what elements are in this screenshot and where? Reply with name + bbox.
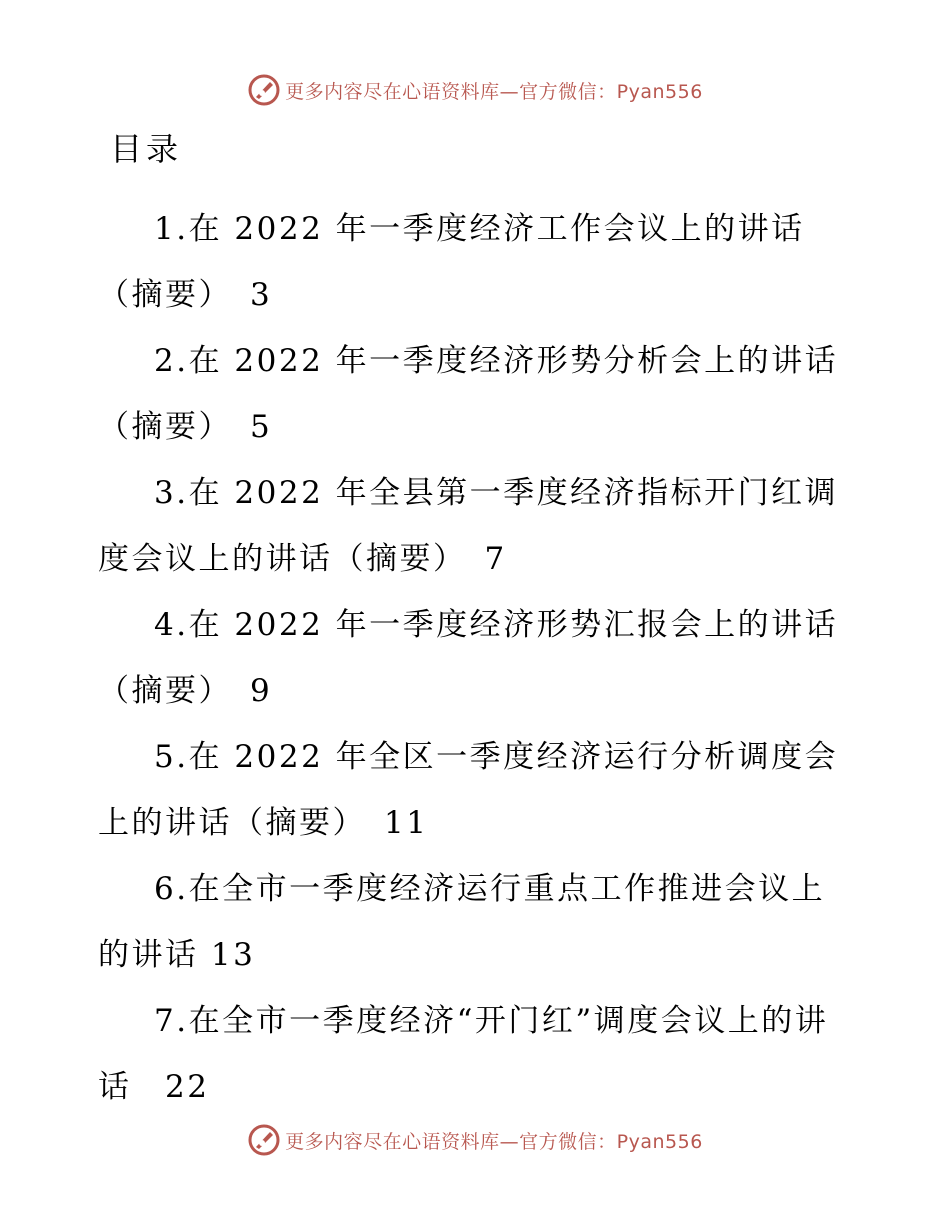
toc-heading: 目录 — [110, 130, 183, 168]
toc-item-3[interactable]: 3.在 2022 年全县第一季度经济指标开门红调度会议上的讲话（摘要） 7 — [98, 475, 839, 577]
footer-banner-text: 更多内容尽在心语资料库—官方微信：Pyan556 — [285, 1130, 703, 1153]
toc-item-7[interactable]: 7.在全市一季度经济“开门红”调度会议上的讲话 22 — [98, 1003, 829, 1105]
toc-list — [98, 196, 858, 1120]
toc-item-6[interactable]: 6.在全市一季度经济运行重点工作推进会议上的讲话 13 — [98, 871, 826, 973]
footer-banner — [0, 1120, 950, 1160]
toc-item-5[interactable]: 5.在 2022 年全区一季度经济运行分析调度会上的讲话（摘要） 11 — [98, 739, 839, 841]
header-banner — [0, 70, 950, 110]
pen-quill-logo-icon — [247, 73, 281, 107]
toc-item-2[interactable]: 2.在 2022 年一季度经济形势分析会上的讲话（摘要） 5 — [98, 343, 839, 445]
header-banner-text: 更多内容尽在心语资料库—官方微信：Pyan556 — [285, 80, 703, 103]
toc-item-4[interactable]: 4.在 2022 年一季度经济形势汇报会上的讲话（摘要） 9 — [98, 607, 839, 709]
pen-quill-logo-icon — [247, 1123, 281, 1157]
toc-item-1[interactable]: 1.在 2022 年一季度经济工作会议上的讲话（摘要） 3 — [98, 211, 805, 313]
